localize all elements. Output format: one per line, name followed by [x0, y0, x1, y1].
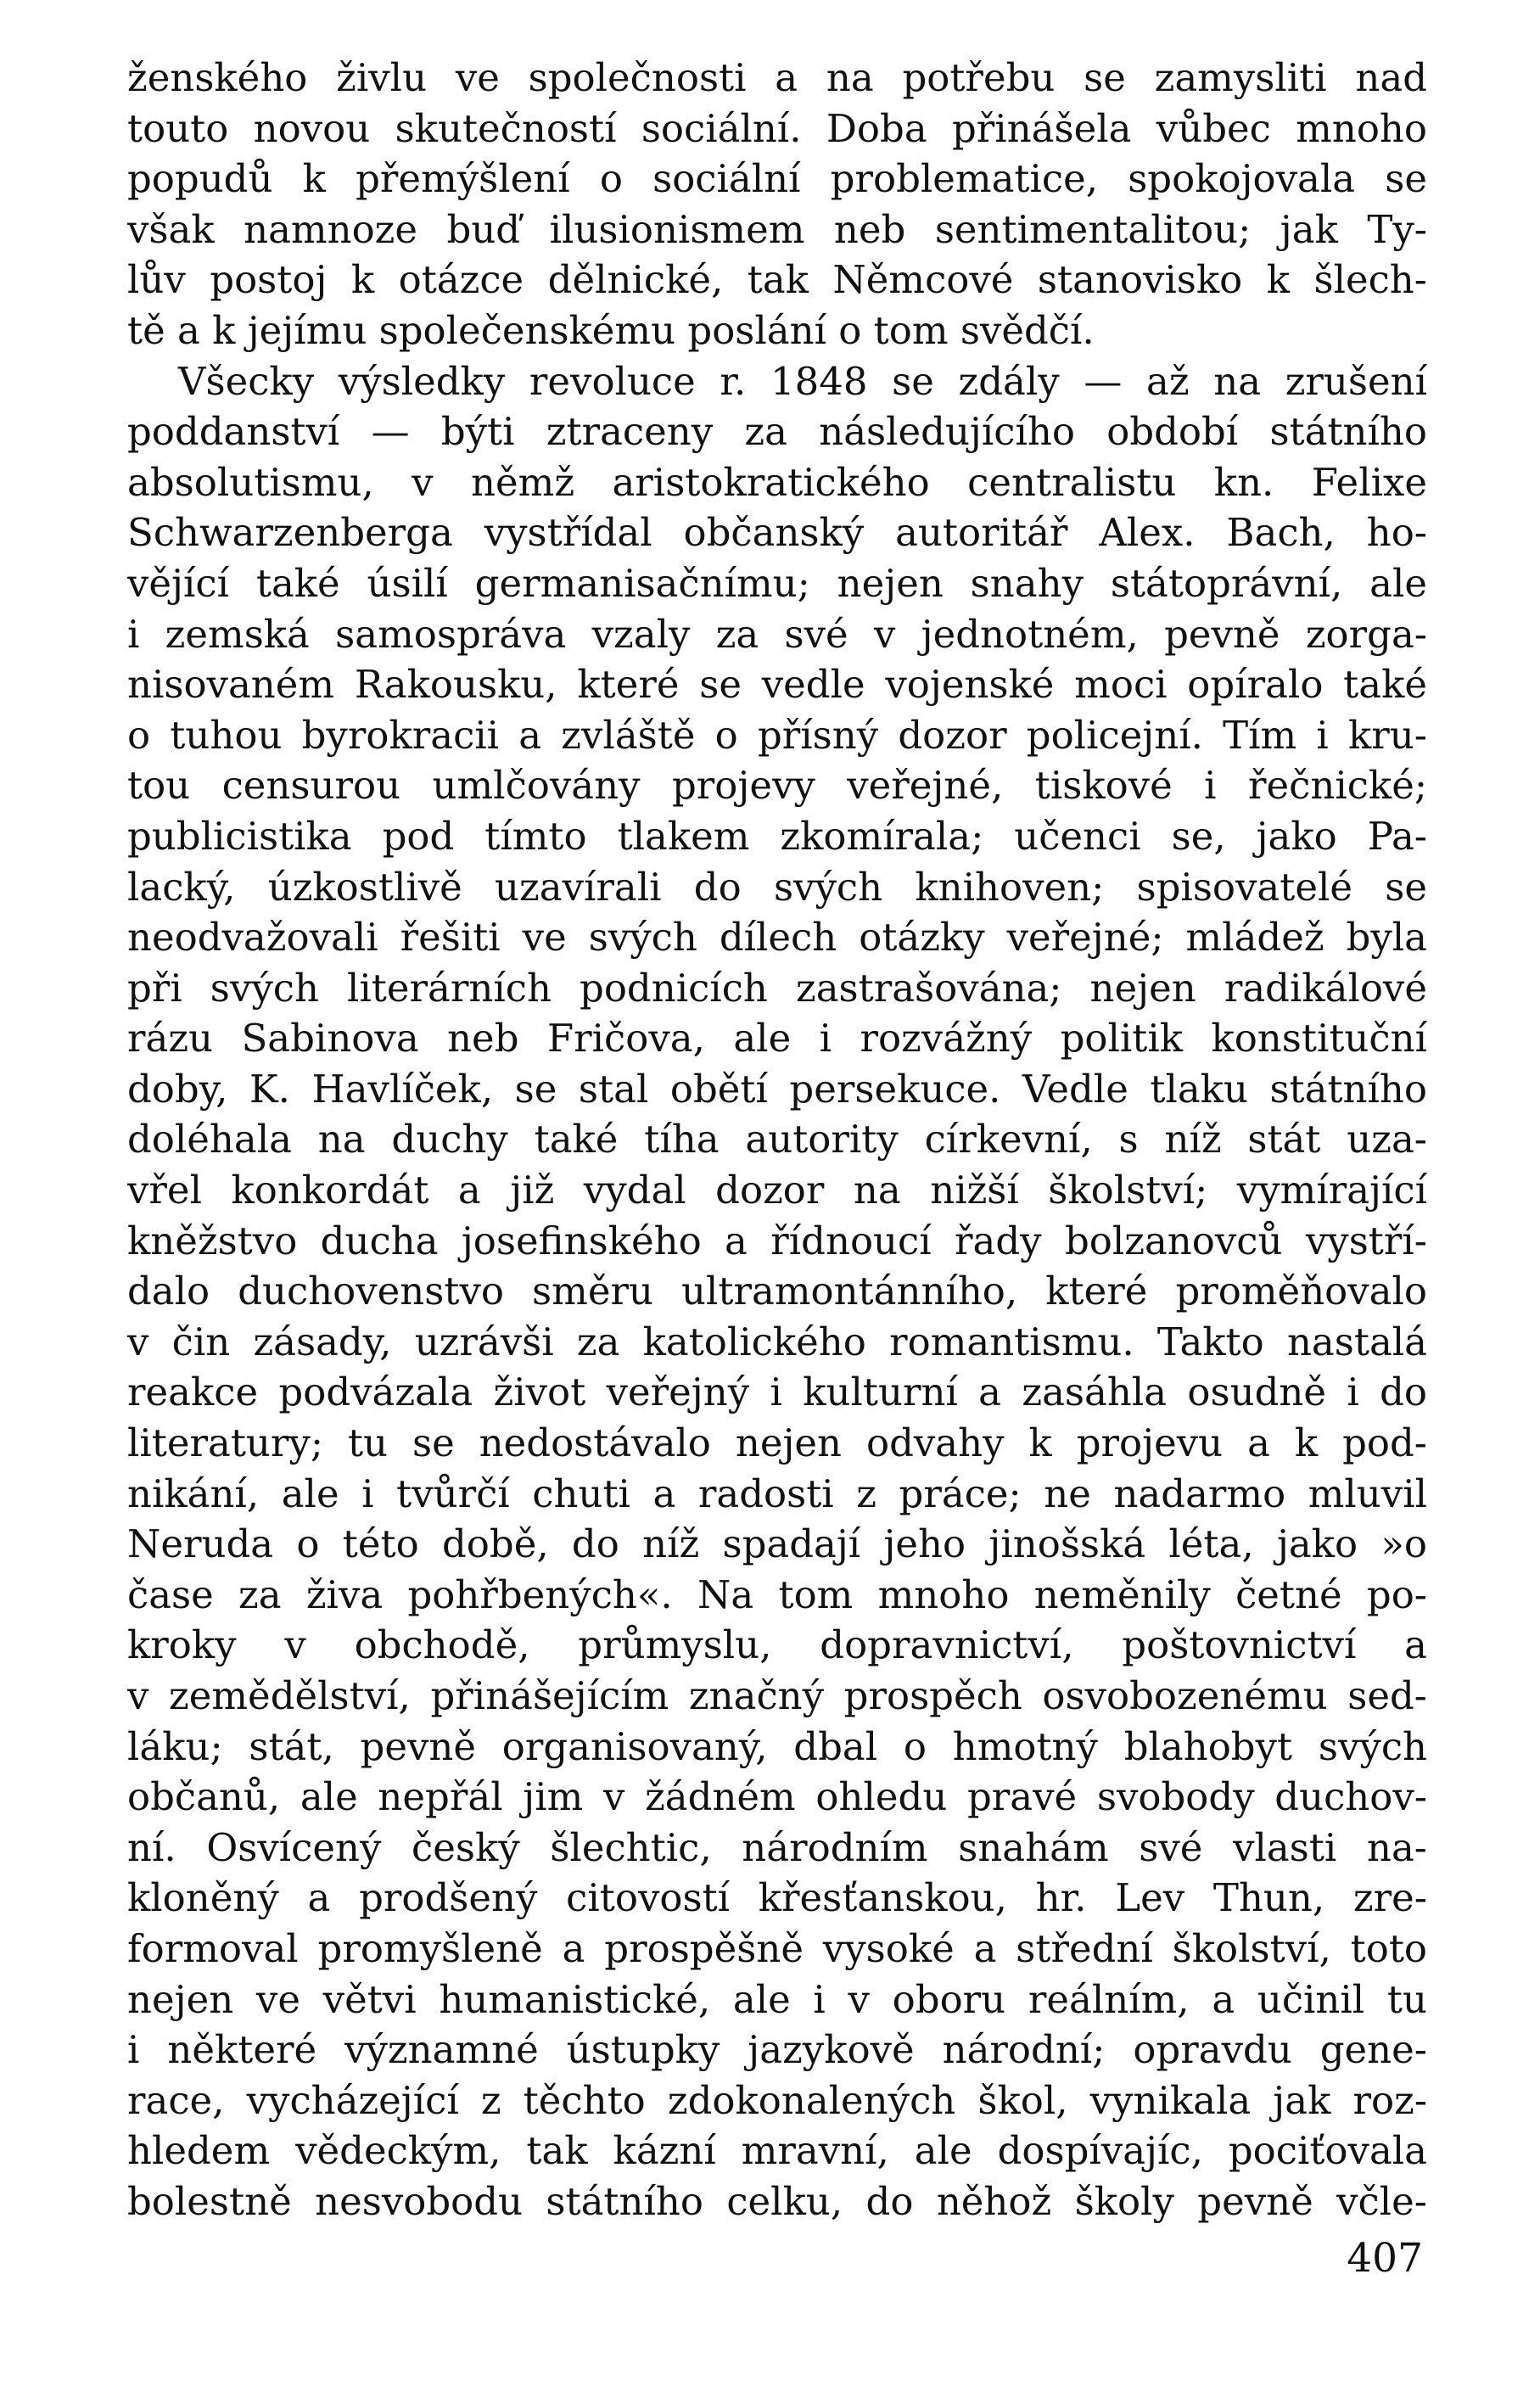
text-line: čase za živa pohřbených«. Na tom mnoho neměnily četné po- — [127, 1571, 1427, 1617]
text-line: poddanství — býti ztraceny za následujícího období státního — [127, 409, 1427, 455]
text-line: v čin zásady, uzrávši za katolického romantismu. Takto nastalá — [127, 1319, 1427, 1364]
text-line: láku; stát, pevně organisovaný, dbal o hmotný blahobyt svých — [127, 1723, 1427, 1769]
text-line: touto novou skutečností sociální. Doba přinášela vůbec mnoho — [127, 105, 1427, 151]
text-line: vřel konkordát a již vydal dozor na nižší školství; vymírající — [127, 1168, 1427, 1213]
text-line: Schwarzenberga vystřídal občanský autoritář Alex. Bach, ho- — [127, 510, 1427, 556]
text-line: dalo duchovenstvo směru ultramontánního, které proměňovalo — [127, 1269, 1427, 1314]
text-line: doby, K. Havlíček, se stal obětí persekuce. Vedle tlaku státního — [127, 1066, 1427, 1112]
text-line: neodvažovali řešiti ve svých dílech otázky veřejné; mládež byla — [127, 915, 1427, 961]
text-line: formoval promyšleně a prospěšně vysoké a střední školství, toto — [127, 1925, 1427, 1971]
text-line: lacký, úzkostlivě uzavírali do svých knihoven; spisovatelé se — [127, 864, 1427, 910]
text-line: rázu Sabinova neb Fričova, ale i rozvážný politik konstituční — [127, 1016, 1427, 1061]
text-line: kloněný a prodšený citovostí křesťanskou, hr. Lev Thun, zre- — [127, 1875, 1427, 1921]
text-line: hledem vědeckým, tak kázní mravní, ale dospívajíc, pociťovala — [127, 2128, 1427, 2174]
text-line: kroky v obchodě, průmyslu, dopravnictví, poštovnictví a — [127, 1622, 1427, 1668]
text-line: reakce podvázala život veřejný i kulturní a zasáhla osudně i do — [127, 1370, 1427, 1415]
text-line: Neruda o této době, do níž spadají jeho jinošská léta, jako »o — [127, 1521, 1427, 1567]
text-line: absolutismu, v němž aristokratického centralistu kn. Felixe — [127, 459, 1427, 505]
text-line: ní. Osvícený český šlechtic, národním snahám své vlasti na- — [127, 1824, 1427, 1870]
text-line: kněžstvo ducha josefinského a řídnoucí řady bolzanovců vystří- — [127, 1218, 1427, 1263]
text-line: vějící také úsilí germanisačnímu; nejen snahy státoprávní, ale — [127, 560, 1427, 606]
text-line: o tuhou byrokracii a zvláště o přísný dozor policejní. Tím i kru- — [127, 712, 1427, 758]
text-line: občanů, ale nepřál jim v žádném ohledu pravé svobody duchov- — [127, 1774, 1427, 1820]
text-line: i zemská samospráva vzaly za své v jednotném, pevně zorga- — [127, 611, 1427, 657]
text-line: při svých literárních podnicích zastrašována; nejen radikálové — [127, 965, 1427, 1011]
text-line: tou censurou umlčovány projevy veřejné, tiskové i řečnické; — [127, 763, 1427, 809]
text-line: literatury; tu se nedostávalo nejen odvahy k projevu a k pod- — [127, 1420, 1427, 1466]
text-line: tě a k jejímu společenskému poslání o tom svědčí. — [127, 307, 1095, 353]
text-line: bolestně nesvobodu státního celku, do něhož školy pevně včle- — [127, 2178, 1427, 2224]
text-line: ženského živlu ve společnosti a na potřebu se zamysliti nad — [127, 55, 1427, 100]
page-number: 407 — [1347, 2235, 1423, 2282]
text-line: race, vycházející z těchto zdokonalených škol, vynikala jak roz- — [127, 2077, 1427, 2123]
text-line: nejen ve větvi humanistické, ale i v oboru reálním, a učinil tu — [127, 1976, 1427, 2022]
text-line: doléhala na duchy také tíha autority církevní, s níž stát uza- — [127, 1117, 1427, 1162]
text-line: i některé významné ústupky jazykově národní; opravdu gene- — [127, 2027, 1427, 2073]
text-line: nikání, ale i tvůrčí chuti a radosti z práce; ne nadarmo mluvil — [127, 1470, 1427, 1516]
text-line: nisovaném Rakousku, které se vedle vojenské moci opíralo také — [127, 662, 1427, 708]
text-line: lův postoj k otázce dělnické, tak Němcové stanovisko k šlech- — [127, 257, 1427, 303]
body-text — [127, 53, 1427, 2227]
text-line: Všecky výsledky revoluce r. 1848 se zdály — až na zrušení — [178, 358, 1427, 404]
text-line: v zemědělství, přinášejícím značný prospěch osvobozenému sed- — [127, 1673, 1427, 1718]
text-line: popudů k přemýšlení o sociální problematice, spokojovala se — [127, 156, 1427, 202]
text-line: však namnoze buď ilusionismem neb sentimentalitou; jak Ty- — [127, 206, 1427, 252]
text-line: publicistika pod tímto tlakem zkomírala; učenci se, jako Pa- — [127, 813, 1427, 859]
